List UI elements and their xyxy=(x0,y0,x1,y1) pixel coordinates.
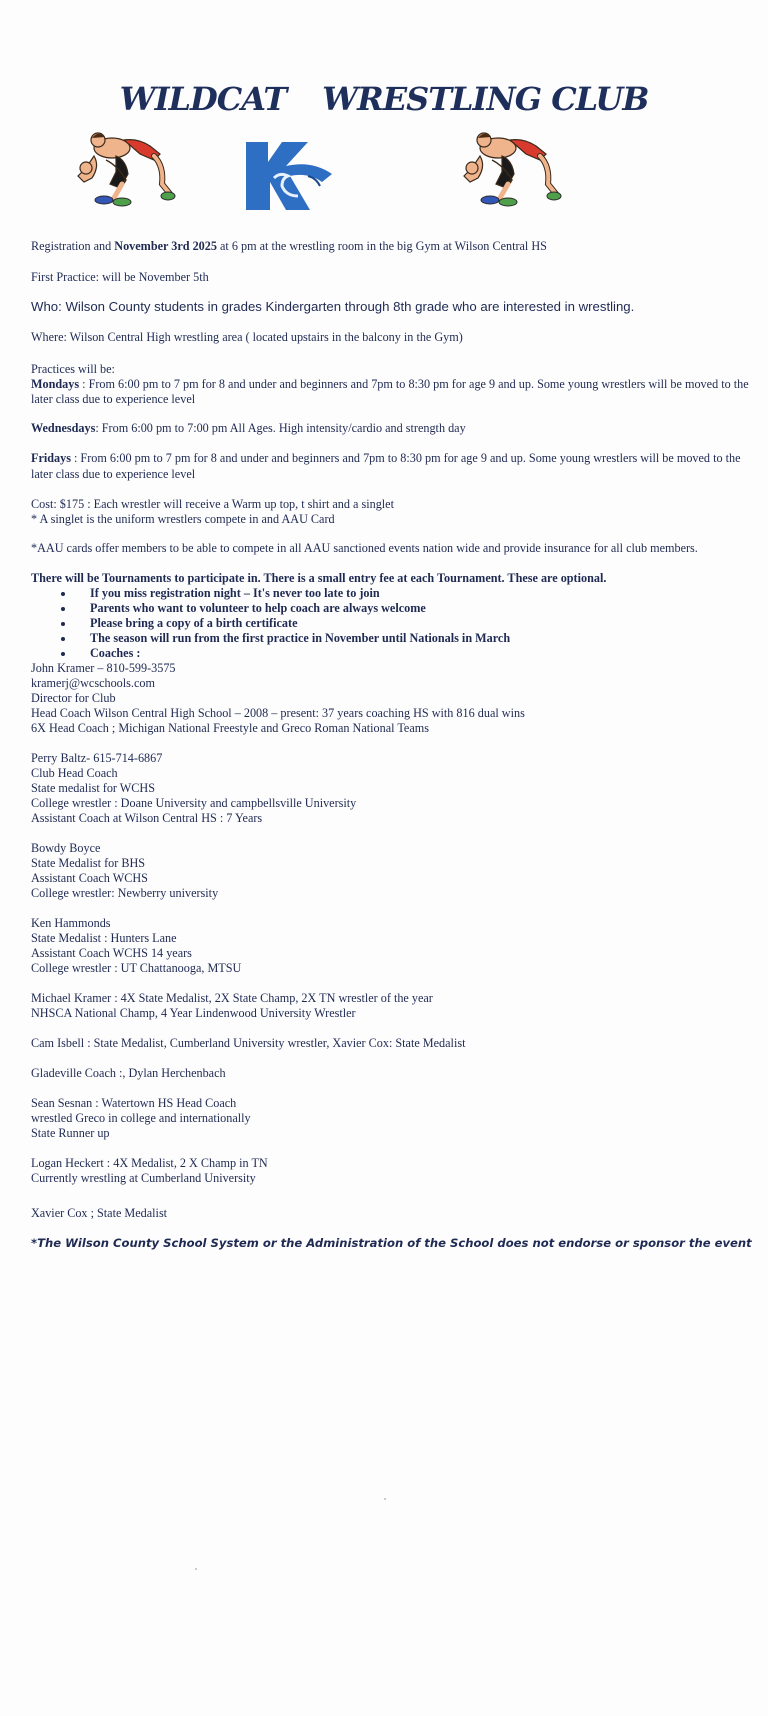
coach-line: 6X Head Coach ; Michigan National Freestyle and Greco Roman National Teams xyxy=(31,721,429,735)
coach-line: College wrestler : UT Chattanooga, MTSU xyxy=(31,961,242,975)
monday-continuation: later class due to experience level xyxy=(31,392,196,406)
wednesday-line xyxy=(31,421,768,436)
coach-line: Logan Heckert : 4X Medalist, 2 X Champ in TN xyxy=(31,1156,268,1170)
registration-line xyxy=(31,239,768,254)
title-wrestling-club: WRESTLING CLUB xyxy=(322,80,649,118)
coach-line: John Kramer – 810-599-3575 xyxy=(31,661,176,675)
coach-line: Director for Club xyxy=(31,691,116,705)
registration-prefix: Registration and xyxy=(31,239,115,253)
coach-email[interactable]: kramerj@wcschools.com xyxy=(31,676,155,690)
coach-line: Gladeville Coach :, Dylan Herchenbach xyxy=(31,1066,226,1080)
monday-text: : From 6:00 pm to 7 pm for 8 and under and beginners and 7pm to 8:30 pm for age 9 and up. Some young wrestlers will be moved to the xyxy=(79,377,749,391)
coach-line: State medalist for WCHS xyxy=(31,781,156,795)
monday-label: Mondays xyxy=(31,377,80,391)
coach-line: Head Coach Wilson Central High School – 2008 – present: 37 years coaching HS with 816 dual wins xyxy=(31,706,525,720)
coach-line: wrestled Greco in college and internationally xyxy=(31,1111,251,1125)
coach-line: Xavier Cox ; State Medalist xyxy=(31,1206,168,1220)
coach-line: Perry Baltz- 615-714-6867 xyxy=(31,751,163,765)
scan-speck xyxy=(195,1568,197,1570)
coach-line: Currently wrestling at Cumberland University xyxy=(31,1171,256,1185)
practices-heading: Practices will be: xyxy=(31,362,115,376)
aau-note: *AAU cards offer members to be able to compete in all AAU sanctioned events nation wide and provide insurance for all club members. xyxy=(31,541,698,555)
coach-line: Michael Kramer : 4X State Medalist, 2X State Champ, 2X TN wrestler of the year xyxy=(31,991,433,1005)
friday-line xyxy=(31,451,768,466)
coach-line: NHSCA National Champ, 4 Year Lindenwood University Wrestler xyxy=(31,1006,356,1020)
coach-line: Club Head Coach xyxy=(31,766,118,780)
bullet-item: Please bring a copy of a birth certificate xyxy=(90,616,768,631)
wildcat-logo-icon xyxy=(244,140,334,210)
registration-suffix: at 6 pm at the wrestling room in the big Gym at Wilson Central HS xyxy=(216,239,547,253)
wrestlers-illustration-right xyxy=(462,126,566,208)
coach-line: College wrestler: Newberry university xyxy=(31,886,219,900)
disclaimer-footer: *The Wilson County School System or the Administration of the School does not endorse or sponsor the event xyxy=(31,1236,752,1250)
tournaments-line: There will be Tournaments to participate in. There is a small entry fee at each Tournament. These are optional. xyxy=(31,571,607,585)
coach-line: Assistant Coach at Wilson Central HS : 7 Years xyxy=(31,811,263,825)
registration-date: November 3rd 2025 xyxy=(114,239,217,253)
title-wildcat: WILDCAT xyxy=(119,80,287,118)
bullet-item: The season will run from the first practice in November until Nationals in March xyxy=(90,631,768,646)
coach-line: Bowdy Boyce xyxy=(31,841,101,855)
wrestlers-illustration-left xyxy=(76,126,180,208)
who-line: Who: Wilson County students in grades Kindergarten through 8th grade who are interested in wrestling. xyxy=(31,299,635,314)
coach-line: Sean Sesnan : Watertown HS Head Coach xyxy=(31,1096,237,1110)
bullet-item-coaches: Coaches : xyxy=(90,646,768,661)
first-practice-line: First Practice: will be November 5th xyxy=(31,270,209,284)
page-title xyxy=(0,80,768,130)
wednesday-label: Wednesdays xyxy=(31,421,96,435)
coach-line: State Medalist : Hunters Lane xyxy=(31,931,177,945)
bullet-item: If you miss registration night – It's never too late to join xyxy=(90,586,768,601)
friday-continuation: later class due to experience level xyxy=(31,467,196,481)
coach-line: Ken Hammonds xyxy=(31,916,111,930)
wednesday-text: : From 6:00 pm to 7:00 pm All Ages. High intensity/cardio and strength day xyxy=(95,421,466,435)
where-line: Where: Wilson Central High wrestling area ( located upstairs in the balcony in the Gym) xyxy=(31,330,463,344)
scan-speck xyxy=(384,1498,386,1500)
friday-text: : From 6:00 pm to 7 pm for 8 and under and beginners and 7pm to 8:30 pm for age 9 and up. Some young wrestlers will be moved to the xyxy=(70,451,741,465)
coach-line: Assistant Coach WCHS 14 years xyxy=(31,946,192,960)
singlet-note: * A singlet is the uniform wrestlers compete in and AAU Card xyxy=(31,512,335,526)
coach-line: State Runner up xyxy=(31,1126,110,1140)
coach-line: Assistant Coach WCHS xyxy=(31,871,148,885)
coach-line: Cam Isbell : State Medalist, Cumberland University wrestler, Xavier Cox: State Medalist xyxy=(31,1036,466,1050)
cost-line: Cost: $175 : Each wrestler will receive a Warm up top, t shirt and a singlet xyxy=(31,497,394,511)
monday-line xyxy=(31,377,768,392)
friday-label: Fridays xyxy=(31,451,71,465)
bullet-item: Parents who want to volunteer to help coach are always welcome xyxy=(90,601,768,616)
coach-line: College wrestler : Doane University and campbellsville University xyxy=(31,796,357,810)
coach-line: State Medalist for BHS xyxy=(31,856,146,870)
